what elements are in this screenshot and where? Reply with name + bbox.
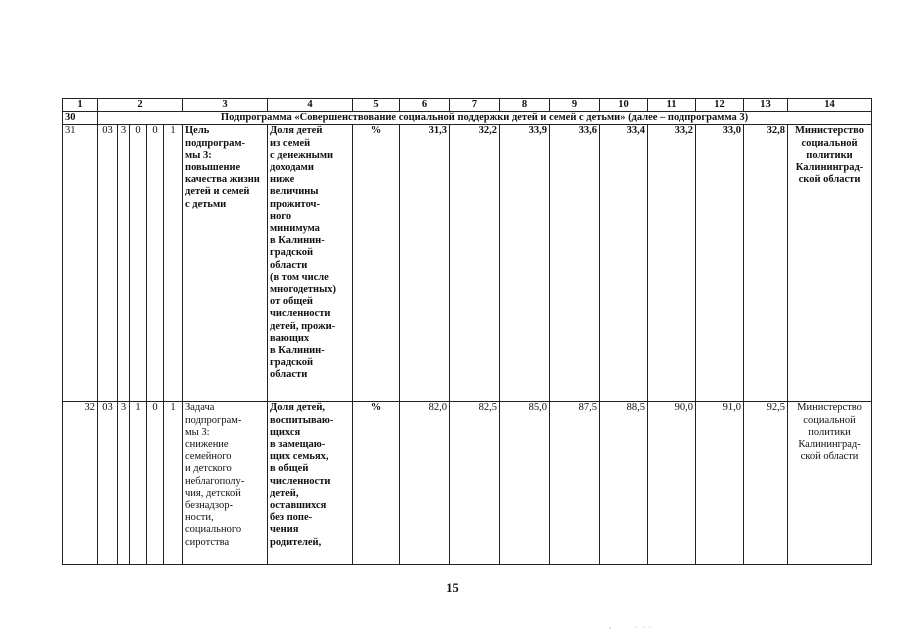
value-cell: 85,0: [500, 402, 550, 565]
value-cell: 82,0: [400, 402, 450, 565]
header-cell-5: 5: [353, 99, 400, 112]
header-cell-13: 13: [744, 99, 788, 112]
code-cell: 1: [164, 125, 183, 402]
section-row: [63, 112, 872, 125]
responsible-organization: Министерство социальной политики Калининград- ской области: [788, 125, 872, 402]
row-number: 31: [63, 125, 98, 402]
section-title: Подпрограмма «Совершенствование социальной поддержки детей и семей с детьми» (далее – подпрограмма 3): [98, 112, 872, 125]
table-row: [63, 402, 872, 565]
value-cell: 31,3: [400, 125, 450, 402]
header-cell-8: 8: [500, 99, 550, 112]
responsible-organization: Министерство социальной политики Калининград- ской области: [788, 402, 872, 565]
row-number: 32: [63, 402, 98, 565]
code-cell: 3: [118, 402, 130, 565]
value-cell: 82,5: [450, 402, 500, 565]
header-cell-1: 1: [63, 99, 98, 112]
value-cell: 90,0: [648, 402, 696, 565]
unit: %: [353, 402, 400, 565]
header-cell-6: 6: [400, 99, 450, 112]
scan-artifact: [606, 625, 666, 631]
value-cell: 33,2: [648, 125, 696, 402]
header-cell-14: 14: [788, 99, 872, 112]
code-cell: 0: [130, 125, 147, 402]
table-row: [63, 125, 872, 402]
code-cell: 03: [98, 402, 118, 565]
value-cell: 32,8: [744, 125, 788, 402]
goal-name: Цель подпрограм- мы 3: повышение качества жизни детей и семей с детьми: [183, 125, 268, 402]
header-cell-4: 4: [268, 99, 353, 112]
value-cell: 88,5: [600, 402, 648, 565]
header-cell-2: 2: [98, 99, 183, 112]
header-cell-9: 9: [550, 99, 600, 112]
code-cell: 3: [118, 125, 130, 402]
value-cell: 92,5: [744, 402, 788, 565]
section-number: 30: [63, 112, 98, 125]
value-cell: 91,0: [696, 402, 744, 565]
code-cell: 0: [147, 125, 164, 402]
value-cell: 87,5: [550, 402, 600, 565]
code-cell: 0: [147, 402, 164, 565]
header-cell-12: 12: [696, 99, 744, 112]
unit: %: [353, 125, 400, 402]
task-name: Задача подпрограм- мы 3: снижение семейного и детского неблагополу- чия, детской безнадзор- ности, социального сиротства: [183, 402, 268, 565]
header-cell-11: 11: [648, 99, 696, 112]
code-cell: 1: [130, 402, 147, 565]
program-indicators-table: [62, 98, 872, 565]
value-cell: 33,9: [500, 125, 550, 402]
value-cell: 33,6: [550, 125, 600, 402]
page-number: 15: [446, 581, 459, 595]
header-cell-10: 10: [600, 99, 648, 112]
header-cell-3: 3: [183, 99, 268, 112]
header-row: [63, 99, 872, 112]
value-cell: 33,4: [600, 125, 648, 402]
value-cell: 32,2: [450, 125, 500, 402]
indicator-name: Доля детей, воспитываю- щихся в замещаю- щих семьях, в общей численности детей, оставшихся без попе- чения родителей,: [268, 402, 353, 565]
value-cell: 33,0: [696, 125, 744, 402]
code-cell: 1: [164, 402, 183, 565]
indicator-name: Доля детей из семей с денежными доходами ниже величины прожиточ- ного минимума в Калинин- градской области (в том числе многодетных) от общей численности детей, прожи- вающих в Калинин- градской области: [268, 125, 353, 402]
header-cell-7: 7: [450, 99, 500, 112]
code-cell: 03: [98, 125, 118, 402]
